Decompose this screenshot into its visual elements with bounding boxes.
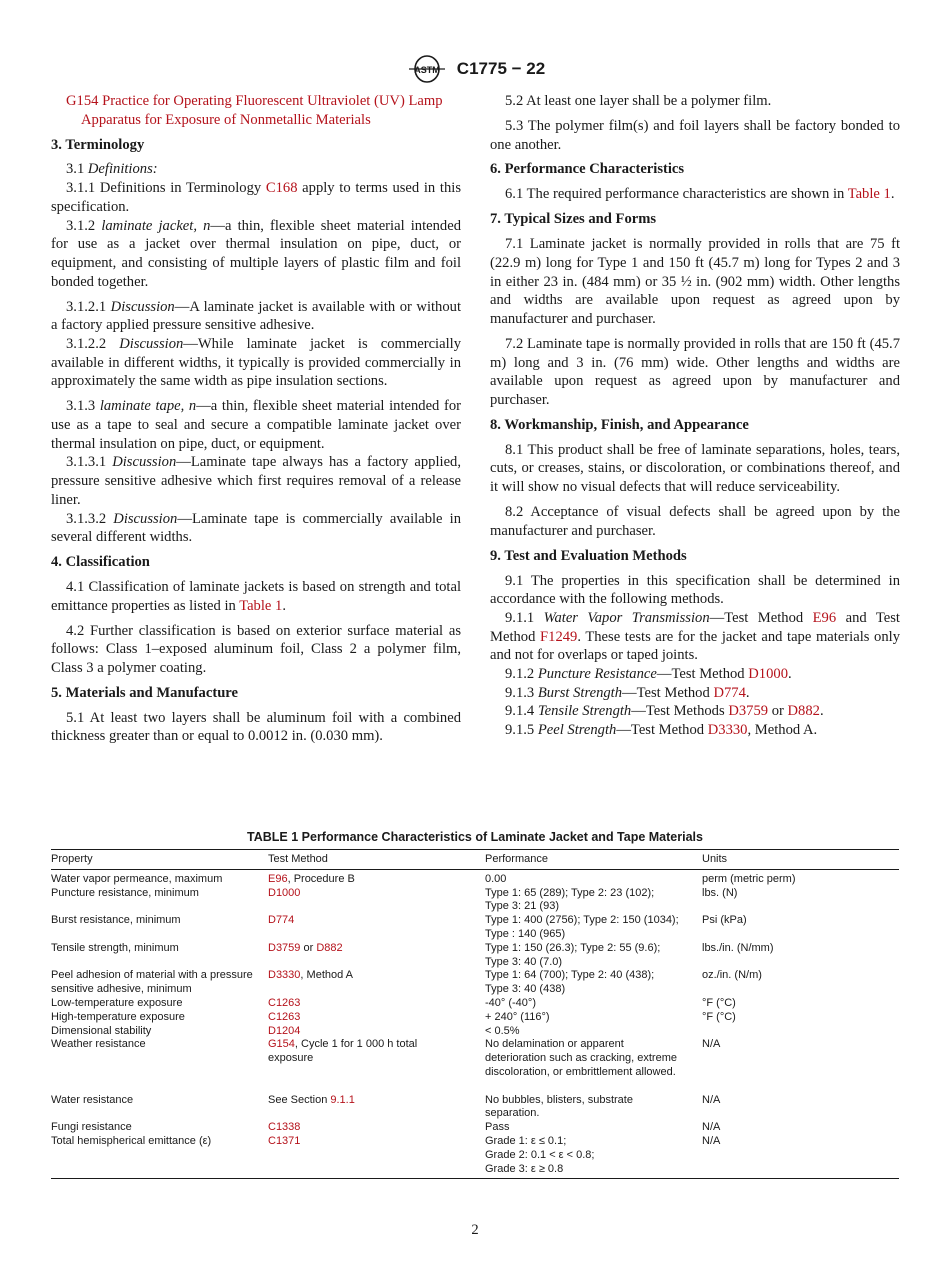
astm-logo-icon [405, 54, 449, 84]
para-8-2: 8.2 Acceptance of visual defects shall be agreed upon by the manufacturer and purchaser. [490, 504, 900, 539]
para-7-2: 7.2 Laminate tape is normally provided in rolls that are 150 ft (45.7 m) long and 3 in. (76 mm) wide. Other lengths and widths are available upon request as agreed upon by manufacturer and purchaser. [490, 335, 900, 408]
ref-link[interactable]: D882 [787, 703, 820, 720]
table-row: Peel adhesion of material with a pressure sensitive adhesive, minimum D3330, Method A Type 1: 64 (700); Type 2: 40 (438); Type 3: 40 (438) oz./in. (N/m) [51, 969, 762, 996]
ref-link[interactable]: E96 [812, 609, 837, 626]
column-header: Property [51, 850, 268, 870]
table-row: Weather resistance G154, Cycle 1 for 1 000 h total exposure No delamination or apparent deterioration such as cracking, extreme discoloration, or embrittlement allowed. N/A [51, 1038, 721, 1078]
reference-g154: G154 Practice for Operating Fluorescent Ultraviolet (UV) Lamp Apparatus for Exposure of Nonmetallic Materials [66, 93, 443, 128]
ref-link[interactable]: C1263 [268, 1010, 301, 1023]
para-7-1: 7.1 Laminate jacket is normally provided in rolls that are 75 ft (22.9 m) long for Type 1 and 150 ft (45.7 m) long for Types 2 and 3 in either 23 in. (484 mm) or 35 ½ in. (902 mm) width. Other lengths and widths are available upon request as agreed upon by manufacturer and purchaser. [490, 236, 900, 327]
ref-link[interactable]: 9.1.1 [330, 1093, 355, 1106]
ref-link[interactable]: D882 [316, 941, 343, 954]
right-column [490, 92, 900, 740]
para-3-1: 3.1 Definitions: [66, 161, 158, 178]
para-3-1-2-1: 3.1.2.1 Discussion—A laminate jacket is available with or without a factory applied pressure sensitive adhesive. [51, 298, 462, 334]
table-row: Puncture resistance, minimum D1000 Type 1: 65 (289); Type 2: 23 (102); Type 3: 21 (93) lbs. (N) [51, 886, 738, 913]
para-9-1: 9.1 The properties in this specification shall be determined in accordance with the following methods. [490, 572, 900, 608]
ref-link[interactable]: E96 [268, 872, 288, 885]
para-9-1-2: 9.1.2 Puncture Resistance—Test Method D1000. [505, 666, 792, 683]
para-9-1-4: 9.1.4 Tensile Strength—Test Methods D3759 or D882. [505, 703, 824, 720]
section-6-heading: 6. Performance Characteristics [490, 161, 685, 178]
para-5-2: 5.2 At least one layer shall be a polymer film. [505, 93, 772, 109]
table-row: High-temperature exposure C1263 + 240° (116°) °F (°C) [51, 1010, 736, 1023]
table-row: Water vapor permeance, maximum E96, Procedure B 0.00 perm (metric perm) [51, 872, 796, 885]
column-header: Test Method [268, 850, 485, 870]
svg-text:ASTM: ASTM [414, 65, 440, 75]
ref-link[interactable]: C1263 [268, 996, 301, 1009]
column-header: Units [702, 850, 899, 870]
para-3-1-2-2: 3.1.2.2 Discussion—While laminate jacket is commercially available in different widths, it typically is provided commercially in approximately the same width as pipe insulation sections. [51, 336, 461, 390]
para-6-1: 6.1 The required performance characteristics are shown in Table 1. [505, 186, 895, 203]
ref-link[interactable]: C168 [265, 180, 298, 197]
table-caption: TABLE 1 Performance Characteristics of Laminate Jacket and Tape Materials [247, 830, 703, 844]
ref-link[interactable]: D1000 [748, 666, 788, 683]
ref-link[interactable]: D3759 [728, 703, 769, 720]
page-header [0, 54, 950, 84]
para-9-1-5: 9.1.5 Peel Strength—Test Method D3330, Method A. [505, 722, 818, 739]
section-5-heading: 5. Materials and Manufacture [51, 684, 238, 701]
table-spacer [51, 1080, 899, 1094]
ref-link[interactable]: C1338 [268, 1121, 301, 1134]
ref-link[interactable]: D3759 [268, 941, 301, 954]
para-3-1-3-1: 3.1.3.1 Discussion—Laminate tape always has a factory applied, pressure sensitive adhesive which first requires removal of a release liner. [51, 454, 462, 508]
section-8-heading: 8. Workmanship, Finish, and Appearance [490, 416, 749, 433]
para-4-2: 4.2 Further classification is based on exterior surface material as follows: Class 1–exposed aluminum foil, Class 2 a polymer film, Class 3 a polymer coating. [51, 622, 461, 676]
ref-link[interactable]: G154 [66, 93, 99, 109]
para-4-1: 4.1 Classification of laminate jackets is based on strength and total emittance properties as listed in Table 1. [51, 579, 461, 614]
table-row: Fungi resistance C1338 Pass N/A [51, 1121, 721, 1134]
ref-link[interactable]: G154 [268, 1038, 295, 1051]
performance-table [51, 849, 899, 1179]
table-row: Burst resistance, minimum D774 Type 1: 400 (2756); Type 2: 150 (1034); Type : 140 (965) Psi (kPa) [51, 914, 747, 940]
column-header: Performance [485, 850, 702, 870]
ref-link[interactable]: D3330 [707, 722, 748, 739]
section-4-heading: 4. Classification [51, 554, 150, 571]
table-header-row [51, 850, 899, 870]
ref-link[interactable]: D1204 [268, 1024, 301, 1037]
para-5-1: 5.1 At least two layers shall be aluminum foil with a combined thickness greater than or equal to 0.0012 in. (0.030 mm). [51, 709, 461, 745]
section-9-heading: 9. Test and Evaluation Methods [490, 547, 687, 564]
section-7-heading: 7. Typical Sizes and Forms [490, 211, 657, 228]
ref-link[interactable]: C1371 [268, 1134, 301, 1147]
para-9-1-3: 9.1.3 Burst Strength—Test Method D774. [505, 684, 750, 701]
ref-link[interactable]: Table 1 [847, 186, 891, 203]
para-3-1-3: 3.1.3 laminate tape, n—a thin, flexible sheet material intended for use as a tape to seal and secure a compatible laminate jacket over thermal insulation on pipe, duct, or equipment. [51, 398, 461, 452]
table-row: Tensile strength, minimum D3759 or D882 Type 1: 150 (26.3); Type 2: 55 (9.6); Type 3: 40 (7.0) lbs./in. (N/mm) [51, 941, 774, 968]
page-number: 2 [471, 1222, 479, 1238]
para-9-1-1: 9.1.1 Water Vapor Transmission—Test Method E96 and Test Method F1249. These tests are for the jacket and tape materials only and not for overlaps or taped joints. [490, 609, 900, 664]
section-3-heading: 3. Terminology [51, 136, 145, 153]
ref-link[interactable]: D774 [268, 914, 295, 927]
left-column [51, 92, 461, 746]
para-3-1-3-2: 3.1.3.2 Discussion—Laminate tape is commercially available in several different widths. [51, 510, 462, 546]
para-5-3: 5.3 The polymer film(s) and foil layers shall be factory bonded to one another. [490, 117, 900, 153]
ref-link[interactable]: D774 [713, 684, 746, 701]
ref-link[interactable]: Table 1 [239, 597, 283, 614]
table-row: Low-temperature exposure C1263 -40° (-40°) °F (°C) [51, 996, 736, 1009]
ref-link[interactable]: D1000 [268, 886, 301, 899]
ref-link[interactable]: D3330 [268, 969, 301, 982]
table-row: Total hemispherical emittance (ε) C1371 Grade 1: ε ≤ 0.1; Grade 2: 0.1 < ε < 0.8; Grade 3: ε ≥ 0.8 N/A [51, 1135, 899, 1179]
para-3-1-1: 3.1.1 Definitions in Terminology C168 apply to terms used in this specification. [51, 180, 461, 215]
para-3-1-2: 3.1.2 laminate jacket, n—a thin, flexible sheet material intended for use as a jacket over thermal insulation on pipe, duct, or equipment, and consisting of multiple layers of plastic film and foil bonded together. [51, 217, 461, 290]
table-row: Dimensional stability D1204 < 0.5% [51, 1024, 520, 1037]
standard-designation: C1775 − 22 [456, 59, 546, 78]
table-row: Water resistance See Section 9.1.1 No bubbles, blisters, substrate separation. N/A [51, 1093, 721, 1120]
ref-link[interactable]: F1249 [540, 628, 578, 645]
para-8-1: 8.1 This product shall be free of laminate separations, holes, tears, cuts, or creases, stains, or discoloration, or combinations thereof, and it will show no visual defects that will reduce serviceability. [490, 441, 900, 496]
